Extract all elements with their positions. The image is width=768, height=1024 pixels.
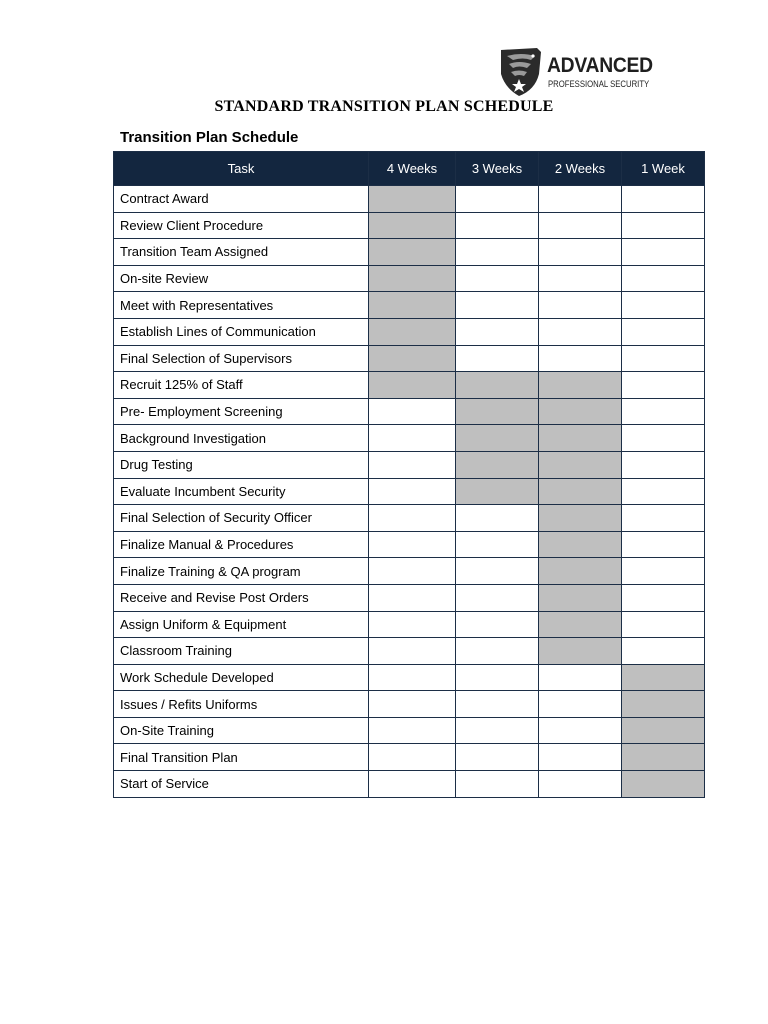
schedule-cell-active bbox=[539, 505, 622, 532]
schedule-cell-empty bbox=[456, 531, 539, 558]
table-row bbox=[114, 584, 705, 611]
schedule-cell-empty bbox=[456, 638, 539, 665]
column-header-2-weeks: 2 Weeks bbox=[539, 152, 622, 186]
schedule-cell-empty bbox=[622, 372, 705, 399]
schedule-cell-empty bbox=[622, 451, 705, 478]
table-row bbox=[114, 451, 705, 478]
schedule-cell-empty bbox=[539, 186, 622, 213]
schedule-cell-active bbox=[369, 186, 456, 213]
schedule-cell-empty bbox=[622, 425, 705, 452]
section-title: Transition Plan Schedule bbox=[120, 129, 299, 146]
schedule-cell-active bbox=[539, 611, 622, 638]
table-row bbox=[114, 531, 705, 558]
table-row bbox=[114, 239, 705, 266]
schedule-cell-active bbox=[369, 292, 456, 319]
schedule-cell-empty bbox=[539, 691, 622, 718]
schedule-cell-active bbox=[539, 531, 622, 558]
schedule-cell-empty bbox=[622, 292, 705, 319]
schedule-cell-active bbox=[622, 691, 705, 718]
schedule-cell-active bbox=[369, 372, 456, 399]
schedule-cell-empty bbox=[539, 239, 622, 266]
table-row bbox=[114, 372, 705, 399]
column-header-task: Task bbox=[114, 152, 369, 186]
task-name-cell: Evaluate Incumbent Security bbox=[114, 478, 369, 505]
schedule-cell-active bbox=[539, 372, 622, 399]
schedule-cell-empty bbox=[539, 771, 622, 798]
schedule-cell-active bbox=[456, 398, 539, 425]
schedule-cell-empty bbox=[539, 292, 622, 319]
task-name-cell: Receive and Revise Post Orders bbox=[114, 584, 369, 611]
schedule-cell-empty bbox=[456, 771, 539, 798]
schedule-cell-active bbox=[539, 558, 622, 585]
schedule-cell-active bbox=[456, 372, 539, 399]
table-row bbox=[114, 186, 705, 213]
schedule-cell-active bbox=[622, 664, 705, 691]
task-name-cell: Issues / Refits Uniforms bbox=[114, 691, 369, 718]
table-header-row bbox=[114, 152, 705, 186]
schedule-cell-empty bbox=[456, 717, 539, 744]
table-row bbox=[114, 318, 705, 345]
schedule-cell-empty bbox=[456, 744, 539, 771]
logo-name-line1: ADVANCED bbox=[547, 54, 653, 77]
schedule-cell-active bbox=[369, 265, 456, 292]
schedule-cell-empty bbox=[369, 691, 456, 718]
schedule-cell-empty bbox=[539, 265, 622, 292]
task-name-cell: Final Selection of Security Officer bbox=[114, 505, 369, 532]
schedule-cell-empty bbox=[622, 505, 705, 532]
task-name-cell: Drug Testing bbox=[114, 451, 369, 478]
schedule-cell-empty bbox=[369, 531, 456, 558]
schedule-cell-empty bbox=[369, 558, 456, 585]
schedule-cell-empty bbox=[539, 717, 622, 744]
schedule-cell-empty bbox=[622, 638, 705, 665]
schedule-cell-active bbox=[539, 638, 622, 665]
column-header-1-week: 1 Week bbox=[622, 152, 705, 186]
table-body bbox=[114, 186, 705, 798]
table-row bbox=[114, 717, 705, 744]
table-row bbox=[114, 265, 705, 292]
schedule-cell-active bbox=[622, 771, 705, 798]
schedule-cell-active bbox=[539, 425, 622, 452]
schedule-cell-active bbox=[622, 744, 705, 771]
task-name-cell: Transition Team Assigned bbox=[114, 239, 369, 266]
schedule-cell-empty bbox=[622, 398, 705, 425]
schedule-cell-empty bbox=[369, 398, 456, 425]
task-name-cell: Contract Award bbox=[114, 186, 369, 213]
table-row bbox=[114, 212, 705, 239]
schedule-cell-empty bbox=[622, 239, 705, 266]
logo-name-line2: PROFESSIONAL SECURITY bbox=[548, 79, 650, 89]
schedule-cell-empty bbox=[456, 345, 539, 372]
schedule-cell-active bbox=[539, 451, 622, 478]
task-name-cell: On-site Review bbox=[114, 265, 369, 292]
schedule-cell-empty bbox=[456, 691, 539, 718]
transition-schedule-table bbox=[113, 151, 705, 798]
table-row bbox=[114, 292, 705, 319]
schedule-cell-empty bbox=[622, 478, 705, 505]
table-row bbox=[114, 664, 705, 691]
schedule-cell-active bbox=[456, 478, 539, 505]
schedule-cell-empty bbox=[456, 318, 539, 345]
schedule-cell-empty bbox=[456, 584, 539, 611]
task-name-cell: Final Selection of Supervisors bbox=[114, 345, 369, 372]
schedule-cell-empty bbox=[622, 318, 705, 345]
task-name-cell: Work Schedule Developed bbox=[114, 664, 369, 691]
column-header-3-weeks: 3 Weeks bbox=[456, 152, 539, 186]
table-row bbox=[114, 611, 705, 638]
schedule-cell-empty bbox=[622, 558, 705, 585]
column-header-4-weeks: 4 Weeks bbox=[369, 152, 456, 186]
schedule-cell-empty bbox=[369, 425, 456, 452]
task-name-cell: Background Investigation bbox=[114, 425, 369, 452]
table-row bbox=[114, 398, 705, 425]
schedule-cell-empty bbox=[622, 212, 705, 239]
task-name-cell: On-Site Training bbox=[114, 717, 369, 744]
schedule-cell-empty bbox=[456, 239, 539, 266]
schedule-cell-empty bbox=[539, 345, 622, 372]
schedule-cell-empty bbox=[539, 744, 622, 771]
schedule-cell-empty bbox=[369, 451, 456, 478]
task-name-cell: Finalize Manual & Procedures bbox=[114, 531, 369, 558]
schedule-cell-empty bbox=[369, 717, 456, 744]
schedule-cell-empty bbox=[369, 584, 456, 611]
schedule-cell-empty bbox=[456, 292, 539, 319]
schedule-cell-active bbox=[539, 478, 622, 505]
schedule-cell-empty bbox=[622, 611, 705, 638]
eagle-shield-icon bbox=[497, 46, 545, 98]
task-name-cell: Recruit 125% of Staff bbox=[114, 372, 369, 399]
schedule-cell-empty bbox=[369, 744, 456, 771]
schedule-cell-active bbox=[456, 425, 539, 452]
task-name-cell: Classroom Training bbox=[114, 638, 369, 665]
table-row bbox=[114, 478, 705, 505]
table-row bbox=[114, 771, 705, 798]
document-title: STANDARD TRANSITION PLAN SCHEDULE bbox=[214, 98, 554, 115]
schedule-cell-empty bbox=[369, 505, 456, 532]
table-row bbox=[114, 558, 705, 585]
schedule-cell-empty bbox=[622, 345, 705, 372]
task-name-cell: Establish Lines of Communication bbox=[114, 318, 369, 345]
table-row bbox=[114, 744, 705, 771]
schedule-cell-empty bbox=[456, 664, 539, 691]
schedule-cell-active bbox=[456, 451, 539, 478]
company-logo bbox=[497, 46, 667, 98]
schedule-cell-empty bbox=[539, 318, 622, 345]
schedule-cell-empty bbox=[622, 584, 705, 611]
table-row bbox=[114, 345, 705, 372]
table-row bbox=[114, 691, 705, 718]
task-name-cell: Pre- Employment Screening bbox=[114, 398, 369, 425]
schedule-cell-empty bbox=[456, 611, 539, 638]
schedule-cell-active bbox=[369, 345, 456, 372]
schedule-cell-empty bbox=[369, 638, 456, 665]
schedule-cell-empty bbox=[369, 611, 456, 638]
schedule-cell-active bbox=[622, 717, 705, 744]
task-name-cell: Start of Service bbox=[114, 771, 369, 798]
schedule-cell-empty bbox=[539, 664, 622, 691]
task-name-cell: Review Client Procedure bbox=[114, 212, 369, 239]
schedule-cell-empty bbox=[369, 771, 456, 798]
task-name-cell: Finalize Training & QA program bbox=[114, 558, 369, 585]
schedule-cell-active bbox=[369, 318, 456, 345]
schedule-cell-empty bbox=[369, 664, 456, 691]
table-row bbox=[114, 638, 705, 665]
table-row bbox=[114, 505, 705, 532]
schedule-cell-empty bbox=[456, 212, 539, 239]
schedule-cell-empty bbox=[456, 505, 539, 532]
schedule-cell-empty bbox=[456, 186, 539, 213]
schedule-cell-empty bbox=[539, 212, 622, 239]
task-name-cell: Final Transition Plan bbox=[114, 744, 369, 771]
task-name-cell: Meet with Representatives bbox=[114, 292, 369, 319]
schedule-cell-active bbox=[539, 584, 622, 611]
schedule-cell-empty bbox=[622, 186, 705, 213]
table-row bbox=[114, 425, 705, 452]
schedule-cell-active bbox=[369, 212, 456, 239]
schedule-cell-empty bbox=[622, 531, 705, 558]
schedule-cell-active bbox=[539, 398, 622, 425]
schedule-cell-empty bbox=[622, 265, 705, 292]
task-name-cell: Assign Uniform & Equipment bbox=[114, 611, 369, 638]
schedule-cell-active bbox=[369, 239, 456, 266]
schedule-cell-empty bbox=[456, 265, 539, 292]
schedule-cell-empty bbox=[369, 478, 456, 505]
schedule-cell-empty bbox=[456, 558, 539, 585]
